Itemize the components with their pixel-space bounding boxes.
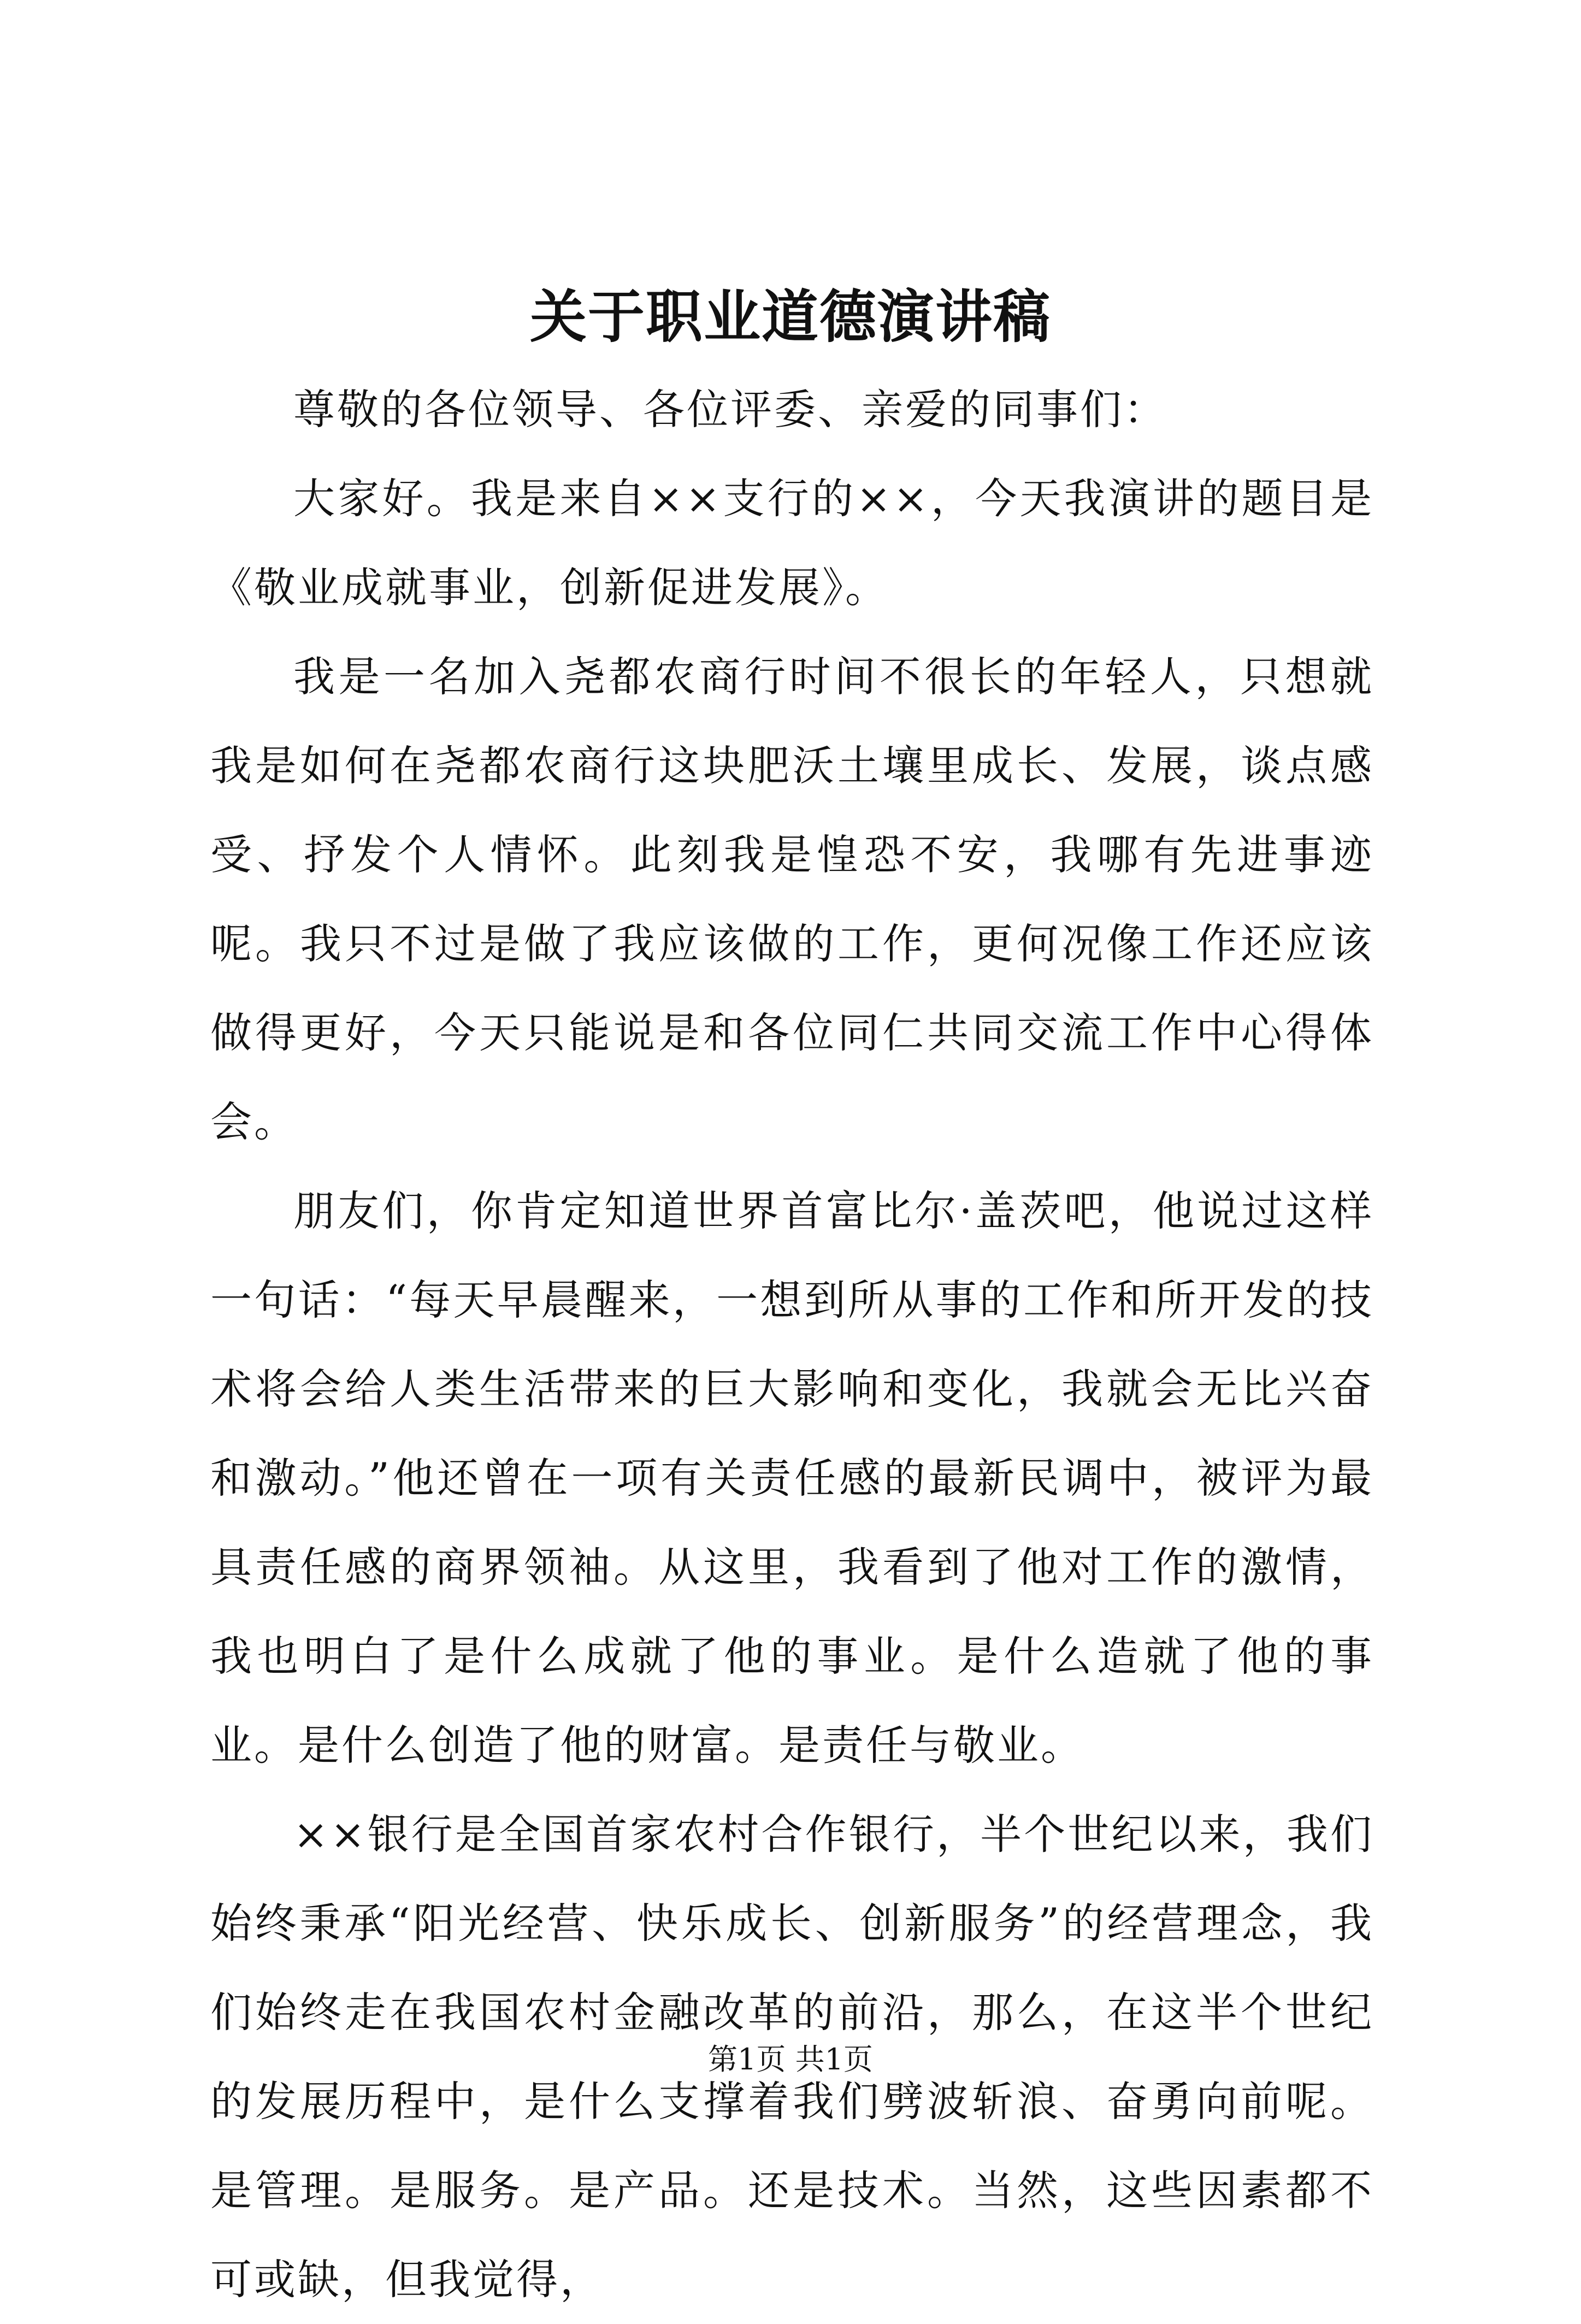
document-body — [210, 365, 1374, 2324]
paragraph-personal-feelings: 我是一名加入尧都农商行时间不很长的年轻人，只想就我是如何在尧都农商行这块肥沃土壤里成长、发展，谈点感受、抒发个人情怀。此刻我是惶恐不安，我哪有先进事迹呢。我只不过是做了我应该做的工作，更何况像工作还应该做得更好，今天只能说是和各位同仁共同交流工作中心得体会。 — [210, 652, 1374, 1146]
document-title: 关于职业道德演讲稿 — [529, 283, 1051, 350]
paragraph-bill-gates: 朋友们，你肯定知道世界首富比尔·盖茨吧，他说过这样一句话：“每天早晨醒来，一想到所从事的工作和所开发的技术将会给人类生活带来的巨大影响和变化，我就会无比兴奋和激动。”他还曾在一项有关责任感的最新民调中，被评为最具责任感的商界领袖。从这里，我看到了他对工作的激情，我也明白了是什么成就了他的事业。是什么造就了他的事业。是什么创造了他的财富。是责任与敬业。 — [210, 1187, 1374, 1769]
paragraph-bank: ××银行是全国首家农村合作银行，半个世纪以来，我们始终秉承“阳光经营、快乐成长、创新服务”的经营理念，我们始终走在我国农村金融改革的前沿，那么，在这半个世纪的发展历程中，是什么支撑着我们劈波斩浪、奋勇向前呢。是管理。是服务。是产品。还是技术。当然，这些因素都不可或缺，但我觉得， — [210, 1810, 1374, 2304]
page-number-footer: 第1页 共1页 — [708, 2042, 873, 2077]
paragraph-introduction: 大家好。我是来自××支行的××，今天我演讲的题目是《敬业成就事业，创新促进发展》。 — [210, 474, 1374, 612]
paragraph-greeting: 尊敬的各位领导、各位评委、亲爱的同事们： — [293, 385, 1167, 434]
